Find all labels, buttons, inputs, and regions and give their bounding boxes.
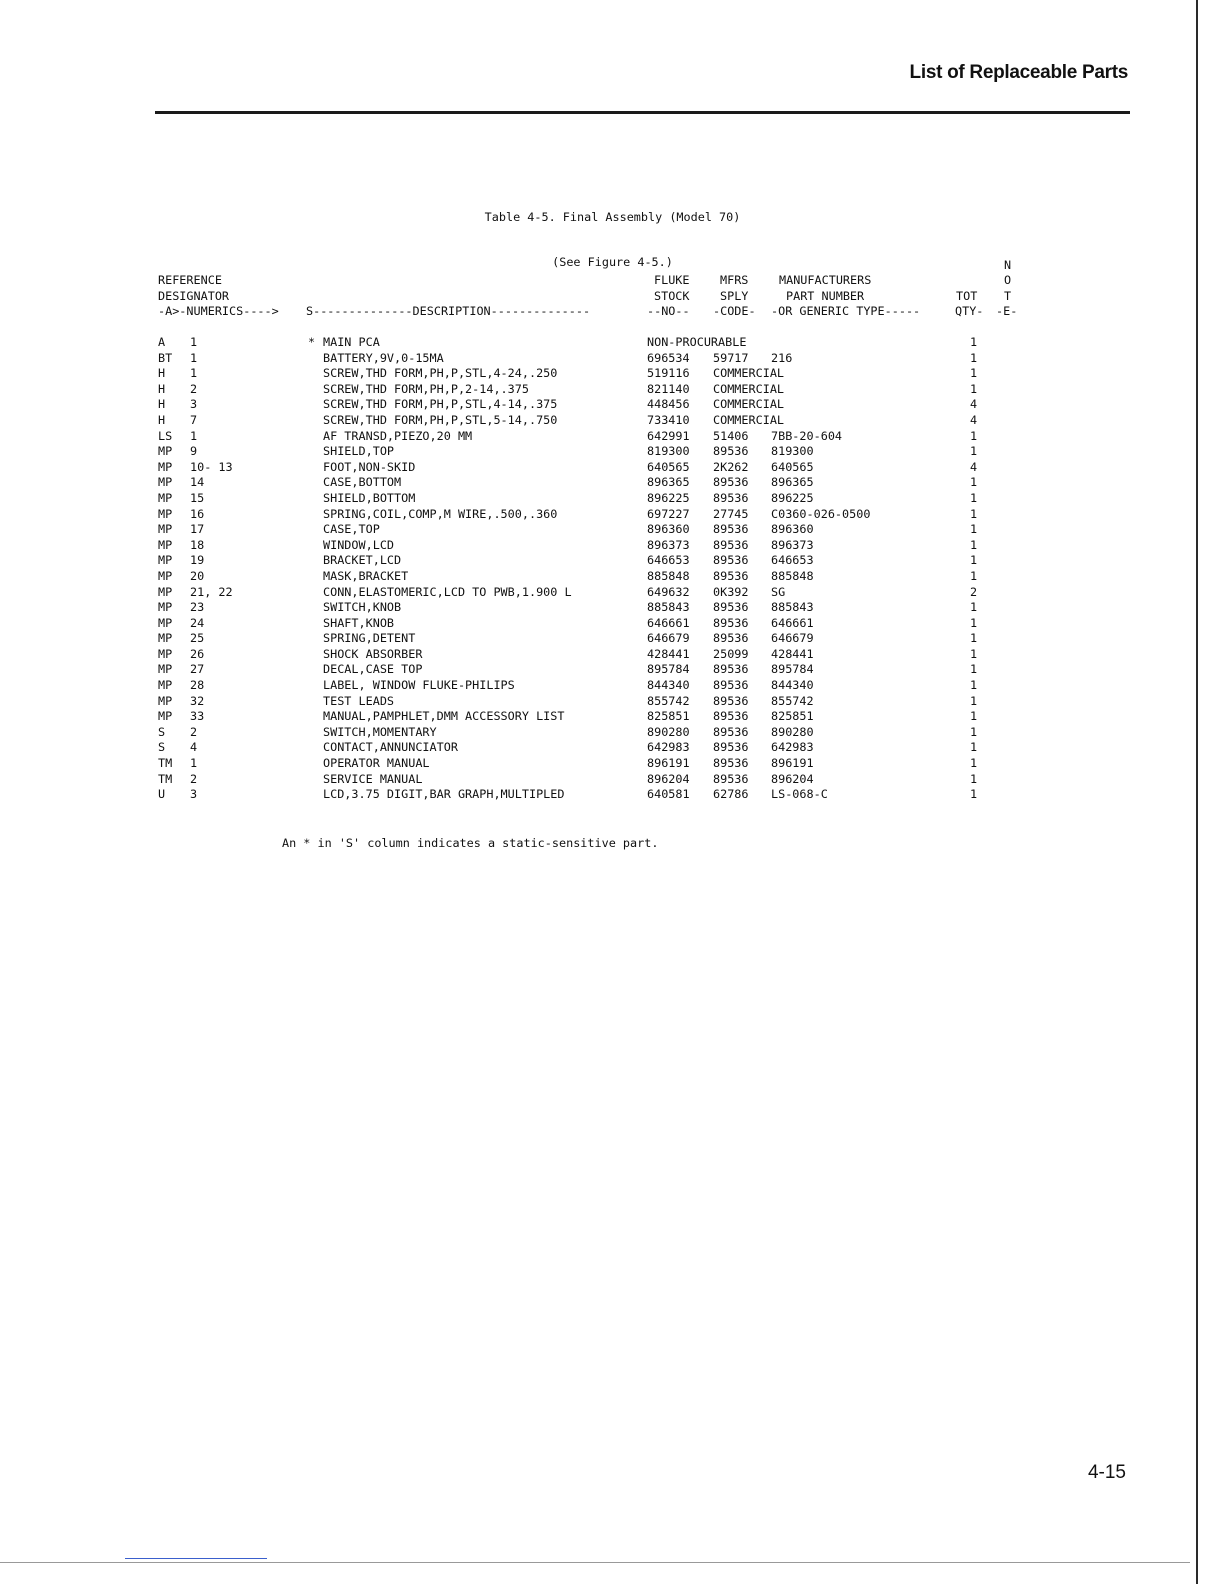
row-designator-prefix: U <box>158 787 166 802</box>
row-mfr-code: 89536 <box>713 568 749 583</box>
header-note-o: O <box>1004 273 1012 287</box>
row-designator-prefix: MP <box>158 631 173 646</box>
row-designator-prefix: S <box>158 740 166 755</box>
row-designator-number: 14 <box>190 475 205 490</box>
row-mfr-code: COMMERCIAL <box>713 412 785 427</box>
row-quantity: 1 <box>970 724 978 739</box>
parts-table-body <box>0 335 1100 803</box>
row-description: WINDOW,LCD <box>323 537 395 552</box>
page-number: 4-15 <box>1087 1462 1126 1483</box>
row-quantity: 1 <box>970 537 978 552</box>
row-mfr-code: 89536 <box>713 600 749 615</box>
row-stock-number: 896373 <box>647 537 690 552</box>
row-stock-number: 696534 <box>647 350 690 365</box>
row-description: SWITCH,KNOB <box>323 600 402 615</box>
row-description: DECAL,CASE TOP <box>323 662 423 677</box>
row-mfr-code: 89536 <box>713 490 749 505</box>
row-stock-number: 519116 <box>647 366 690 381</box>
row-designator-number: 19 <box>190 553 205 568</box>
row-stock-number: 819300 <box>647 444 690 459</box>
row-quantity: 1 <box>970 428 978 443</box>
row-quantity: 1 <box>970 646 978 661</box>
row-mfr-code: 89536 <box>713 631 749 646</box>
row-part-number: 640565 <box>771 459 814 474</box>
header-note-n: N <box>1004 258 1012 272</box>
row-mfr-code: COMMERCIAL <box>713 366 785 381</box>
row-designator-number: 26 <box>190 646 205 661</box>
row-description: SHIELD,BOTTOM <box>323 490 416 505</box>
row-designator-prefix: MP <box>158 506 173 521</box>
table-row <box>0 460 1100 476</box>
row-description: CONN,ELASTOMERIC,LCD TO PWB,1.900 L <box>323 584 572 599</box>
row-quantity: 4 <box>970 459 978 474</box>
table-row <box>0 678 1100 694</box>
row-designator-prefix: MP <box>158 693 173 708</box>
header-mfrs: MFRS <box>720 273 749 287</box>
row-stock-number: 896360 <box>647 522 690 537</box>
row-quantity: 1 <box>970 709 978 724</box>
row-part-number: 895784 <box>771 662 814 677</box>
row-designator-number: 2 <box>190 771 198 786</box>
row-part-number: 896191 <box>771 756 814 771</box>
row-quantity: 1 <box>970 568 978 583</box>
row-description: SCREW,THD FORM,PH,P,STL,4-24,.250 <box>323 366 558 381</box>
row-mfr-code: 89536 <box>713 615 749 630</box>
row-part-number: 896225 <box>771 490 814 505</box>
row-designator-number: 1 <box>190 335 198 349</box>
row-description: CONTACT,ANNUNCIATOR <box>323 740 458 755</box>
row-stock-number: 640581 <box>647 787 690 802</box>
row-quantity: 1 <box>970 335 978 349</box>
row-designator-number: 3 <box>190 787 198 802</box>
row-designator-prefix: H <box>158 366 166 381</box>
table-row <box>0 694 1100 710</box>
row-designator-prefix: MP <box>158 568 173 583</box>
row-designator-prefix: MP <box>158 646 173 661</box>
row-quantity: 1 <box>970 506 978 521</box>
row-stock-number: 649632 <box>647 584 690 599</box>
row-part-number: 885848 <box>771 568 814 583</box>
table-row <box>0 491 1100 507</box>
row-designator-number: 25 <box>190 631 205 646</box>
row-part-number: 890280 <box>771 724 814 739</box>
row-designator-number: 28 <box>190 678 205 693</box>
row-part-number: 825851 <box>771 709 814 724</box>
table-row <box>0 725 1100 741</box>
row-mfr-code: 89536 <box>713 522 749 537</box>
table-row <box>0 740 1100 756</box>
row-designator-prefix: MP <box>158 459 173 474</box>
row-part-number: 855742 <box>771 693 814 708</box>
table-row <box>0 553 1100 569</box>
row-mfr-code: 25099 <box>713 646 749 661</box>
header-rule <box>155 111 1130 114</box>
header-manufacturers: MANUFACTURERS <box>779 273 872 287</box>
row-description: BRACKET,LCD <box>323 553 402 568</box>
header-reference: REFERENCE <box>158 273 222 287</box>
row-quantity: 2 <box>970 584 978 599</box>
table-row <box>0 647 1100 663</box>
row-designator-number: 1 <box>190 428 198 443</box>
row-mfr-code: 62786 <box>713 787 749 802</box>
row-static-flag: * <box>308 335 316 349</box>
row-description: LABEL, WINDOW FLUKE-PHILIPS <box>323 678 515 693</box>
table-caption <box>380 180 845 285</box>
row-designator-prefix: H <box>158 381 166 396</box>
table-row <box>0 631 1100 647</box>
row-part-number: LS-068-C <box>771 787 828 802</box>
row-quantity: 1 <box>970 631 978 646</box>
row-designator-number: 23 <box>190 600 205 615</box>
table-row <box>0 569 1100 585</box>
row-description: SCREW,THD FORM,PH,P,2-14,.375 <box>323 381 529 396</box>
row-stock-number: 697227 <box>647 506 690 521</box>
row-mfr-code: 89536 <box>713 662 749 677</box>
row-part-number: 896373 <box>771 537 814 552</box>
row-designator-prefix: LS <box>158 428 173 443</box>
row-designator-number: 24 <box>190 615 205 630</box>
row-designator-prefix: MP <box>158 522 173 537</box>
row-designator-number: 16 <box>190 506 205 521</box>
header-designator: DESIGNATOR <box>158 289 230 303</box>
row-quantity: 1 <box>970 553 978 568</box>
row-designator-number: 2 <box>190 381 198 396</box>
row-part-number: SG <box>771 584 786 599</box>
row-stock-number: 428441 <box>647 646 690 661</box>
row-designator-prefix: MP <box>158 444 173 459</box>
row-quantity: 1 <box>970 693 978 708</box>
row-designator-prefix: TM <box>158 771 173 786</box>
row-quantity: 1 <box>970 662 978 677</box>
row-quantity: 1 <box>970 350 978 365</box>
row-part-number: 896360 <box>771 522 814 537</box>
table-row <box>0 351 1100 367</box>
row-part-number: C0360-026-0500 <box>771 506 871 521</box>
row-stock-number: 646679 <box>647 631 690 646</box>
row-part-number: 646653 <box>771 553 814 568</box>
row-description: SHAFT,KNOB <box>323 615 395 630</box>
row-designator-number: 4 <box>190 740 198 755</box>
row-stock-number: 896204 <box>647 771 690 786</box>
row-description: LCD,3.75 DIGIT,BAR GRAPH,MULTIPLED <box>323 787 565 802</box>
row-quantity: 1 <box>970 615 978 630</box>
row-designator-number: 3 <box>190 397 198 412</box>
row-mfr-code: 89536 <box>713 771 749 786</box>
row-part-number: 896204 <box>771 771 814 786</box>
row-part-number: 819300 <box>771 444 814 459</box>
row-quantity: 1 <box>970 678 978 693</box>
row-mfr-code: 89536 <box>713 740 749 755</box>
row-mfr-code: 89536 <box>713 475 749 490</box>
row-stock-number: 448456 <box>647 397 690 412</box>
row-part-number: 7BB-20-604 <box>771 428 843 443</box>
row-part-number: 216 <box>771 350 793 365</box>
row-description: SERVICE MANUAL <box>323 771 423 786</box>
row-designator-number: 15 <box>190 490 205 505</box>
row-mfr-code: COMMERCIAL <box>713 381 785 396</box>
table-row <box>0 366 1100 382</box>
row-designator-number: 27 <box>190 662 205 677</box>
row-quantity: 4 <box>970 397 978 412</box>
row-quantity: 1 <box>970 490 978 505</box>
table-row <box>0 475 1100 491</box>
row-description: SCREW,THD FORM,PH,P,STL,4-14,.375 <box>323 397 558 412</box>
row-mfr-code: 51406 <box>713 428 749 443</box>
row-designator-number: 32 <box>190 693 205 708</box>
row-description: MASK,BRACKET <box>323 568 409 583</box>
row-designator-number: 10- 13 <box>190 459 233 474</box>
row-designator-number: 33 <box>190 709 205 724</box>
row-designator-prefix: MP <box>158 537 173 552</box>
table-row <box>0 382 1100 398</box>
row-designator-prefix: H <box>158 397 166 412</box>
header-tot: TOT <box>956 289 978 303</box>
table-row <box>0 397 1100 413</box>
row-designator-prefix: MP <box>158 615 173 630</box>
row-stock-number: 646661 <box>647 615 690 630</box>
header-fluke: FLUKE <box>654 273 690 287</box>
row-quantity: 1 <box>970 600 978 615</box>
row-description: TEST LEADS <box>323 693 395 708</box>
table-row <box>0 772 1100 788</box>
table-row <box>0 413 1100 429</box>
row-quantity: 1 <box>970 475 978 490</box>
row-description: SCREW,THD FORM,PH,P,STL,5-14,.750 <box>323 412 558 427</box>
row-designator-prefix: MP <box>158 709 173 724</box>
row-designator-prefix: BT <box>158 350 173 365</box>
row-mfr-code: 2K262 <box>713 459 749 474</box>
row-quantity: 1 <box>970 381 978 396</box>
row-designator-number: 7 <box>190 412 198 427</box>
row-stock-number: 821140 <box>647 381 690 396</box>
row-designator-number: 21, 22 <box>190 584 233 599</box>
row-mfr-code: 89536 <box>713 444 749 459</box>
row-designator-prefix: H <box>158 412 166 427</box>
header-code: -CODE- <box>713 304 756 318</box>
row-stock-number: 896225 <box>647 490 690 505</box>
row-designator-number: 20 <box>190 568 205 583</box>
row-part-number: 885843 <box>771 600 814 615</box>
row-stock-number: 646653 <box>647 553 690 568</box>
row-stock-number: NON-PROCURABLE <box>647 335 747 349</box>
header-stock-no: --NO-- <box>647 304 690 318</box>
row-stock-number: 733410 <box>647 412 690 427</box>
row-mfr-code: 89536 <box>713 693 749 708</box>
table-row <box>0 600 1100 616</box>
row-part-number: 646679 <box>771 631 814 646</box>
row-mfr-code: 0K392 <box>713 584 749 599</box>
table-row <box>0 522 1100 538</box>
row-quantity: 1 <box>970 444 978 459</box>
row-stock-number: 885848 <box>647 568 690 583</box>
row-quantity: 1 <box>970 756 978 771</box>
row-stock-number: 642983 <box>647 740 690 755</box>
table-row <box>0 538 1100 554</box>
table-row <box>0 662 1100 678</box>
table-title: Table 4-5. Final Assembly (Model 70) <box>484 210 741 224</box>
row-mfr-code: 89536 <box>713 724 749 739</box>
row-designator-prefix: MP <box>158 678 173 693</box>
row-description: FOOT,NON-SKID <box>323 459 416 474</box>
row-designator-prefix: MP <box>158 662 173 677</box>
table-row <box>0 709 1100 725</box>
header-stock: STOCK <box>654 289 690 303</box>
row-quantity: 1 <box>970 740 978 755</box>
row-mfr-code: 89536 <box>713 553 749 568</box>
row-description: SWITCH,MOMENTARY <box>323 724 437 739</box>
row-stock-number: 895784 <box>647 662 690 677</box>
header-part-number: PART NUMBER <box>786 289 865 303</box>
row-designator-prefix: MP <box>158 600 173 615</box>
row-description: SPRING,COIL,COMP,M WIRE,.500,.360 <box>323 506 558 521</box>
row-part-number: 646661 <box>771 615 814 630</box>
header-description: S--------------DESCRIPTION-------------- <box>306 304 591 318</box>
row-stock-number: 825851 <box>647 709 690 724</box>
row-mfr-code: 89536 <box>713 756 749 771</box>
row-quantity: 1 <box>970 366 978 381</box>
table-row <box>0 756 1100 772</box>
row-designator-number: 17 <box>190 522 205 537</box>
row-description: OPERATOR MANUAL <box>323 756 430 771</box>
row-mfr-code: 89536 <box>713 709 749 724</box>
row-quantity: 4 <box>970 412 978 427</box>
row-mfr-code: COMMERCIAL <box>713 397 785 412</box>
row-description: BATTERY,9V,0-15MA <box>323 350 444 365</box>
row-designator-prefix: MP <box>158 490 173 505</box>
row-description: CASE,BOTTOM <box>323 475 402 490</box>
row-quantity: 1 <box>970 771 978 786</box>
row-stock-number: 896365 <box>647 475 690 490</box>
table-row <box>0 429 1100 445</box>
row-designator-number: 9 <box>190 444 198 459</box>
row-designator-number: 2 <box>190 724 198 739</box>
scan-edge-mark <box>125 1558 267 1559</box>
header-numerics: -A>-NUMERICS----> <box>158 304 279 318</box>
header-note-e: -E- <box>996 304 1018 318</box>
row-stock-number: 885843 <box>647 600 690 615</box>
table-row <box>0 585 1100 601</box>
row-description: CASE,TOP <box>323 522 380 537</box>
row-mfr-code: 59717 <box>713 350 749 365</box>
row-stock-number: 640565 <box>647 459 690 474</box>
row-designator-prefix: MP <box>158 475 173 490</box>
header-generic-type: -OR GENERIC TYPE----- <box>771 304 921 318</box>
header-sply: SPLY <box>720 289 749 303</box>
row-description: SHIELD,TOP <box>323 444 395 459</box>
row-quantity: 1 <box>970 522 978 537</box>
row-designator-prefix: MP <box>158 584 173 599</box>
scan-edge-line <box>0 1562 1190 1563</box>
row-stock-number: 890280 <box>647 724 690 739</box>
row-designator-number: 1 <box>190 756 198 771</box>
header-note-t: T <box>1004 289 1012 303</box>
table-row <box>0 507 1100 523</box>
row-quantity: 1 <box>970 787 978 802</box>
row-description: AF TRANSD,PIEZO,20 MM <box>323 428 473 443</box>
row-designator-number: 18 <box>190 537 205 552</box>
row-stock-number: 896191 <box>647 756 690 771</box>
row-part-number: 428441 <box>771 646 814 661</box>
row-designator-number: 1 <box>190 350 198 365</box>
row-part-number: 896365 <box>771 475 814 490</box>
running-title: List of Replaceable Parts <box>909 62 1128 83</box>
row-description: MAIN PCA <box>323 335 380 349</box>
footnote: An * in 'S' column indicates a static-sensitive part. <box>282 836 659 850</box>
row-mfr-code: 89536 <box>713 537 749 552</box>
table-subtitle: (See Figure 4-5.) <box>552 255 673 269</box>
table-row <box>0 787 1100 803</box>
row-description: SHOCK ABSORBER <box>323 646 423 661</box>
table-row <box>0 335 1100 351</box>
row-designator-number: 1 <box>190 366 198 381</box>
row-description: SPRING,DETENT <box>323 631 416 646</box>
row-designator-prefix: S <box>158 724 166 739</box>
row-designator-prefix: TM <box>158 756 173 771</box>
row-designator-prefix: A <box>158 335 166 349</box>
row-stock-number: 844340 <box>647 678 690 693</box>
row-mfr-code: 89536 <box>713 678 749 693</box>
page-edge <box>1196 0 1198 1584</box>
row-stock-number: 855742 <box>647 693 690 708</box>
table-row <box>0 444 1100 460</box>
row-stock-number: 642991 <box>647 428 690 443</box>
table-row <box>0 616 1100 632</box>
header-qty: QTY- <box>955 304 984 318</box>
row-designator-prefix: MP <box>158 553 173 568</box>
row-part-number: 844340 <box>771 678 814 693</box>
row-part-number: 642983 <box>771 740 814 755</box>
row-mfr-code: 27745 <box>713 506 749 521</box>
row-description: MANUAL,PAMPHLET,DMM ACCESSORY LIST <box>323 709 565 724</box>
